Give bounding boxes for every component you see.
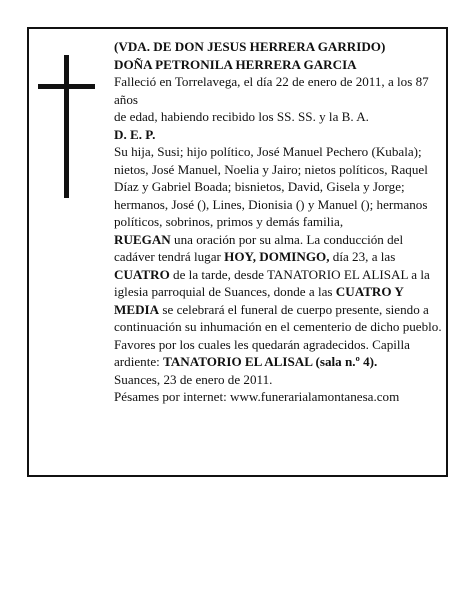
deceased-name: DOÑA PETRONILA HERRERA GARCIA xyxy=(114,56,357,72)
day-label: HOY, DOMINGO, xyxy=(224,249,330,264)
death-notice: Falleció en Torrelavega, el día 22 de enero de 2011, a los 87 años xyxy=(114,74,429,107)
ceremony-text-3: de la tarde, desde TANATORIO EL ALISAL a la iglesia parroquial de Suances, donde a las xyxy=(114,266,430,299)
ceremony-text-1: una oración por su alma. La conducción del cadáver tendrá lugar xyxy=(114,231,404,264)
sacraments-line: de edad, habiendo recibido los SS. SS. y la B. A. xyxy=(114,109,369,124)
cross-icon-arm xyxy=(38,84,95,89)
conduction-time: CUATRO xyxy=(114,266,170,282)
ceremony-paragraph xyxy=(114,231,444,371)
ceremony-text-4: se celebrará el funeral de cuerpo presente, siendo a continuación su inhumación en el cementerio de dicho pueblo. Favores por los cuales les quedarán agradecidos. Capilla ardiente: xyxy=(114,301,442,369)
obituary-text xyxy=(114,38,444,406)
ceremony-text-2: día 23, a las xyxy=(329,249,396,264)
funeral-time: CUATRO Y MEDIA xyxy=(114,284,404,317)
condolences-line: Pésames por internet: www.funerarialamontanesa.com xyxy=(114,389,400,404)
cross-icon xyxy=(64,55,69,198)
dep-line: D. E. P. xyxy=(114,126,156,142)
ruegan-label: RUEGAN xyxy=(114,231,171,247)
place-date: Suances, 23 de enero de 2011. xyxy=(114,371,273,387)
widow-line: (VDA. DE DON JESUS HERRERA GARRIDO) xyxy=(114,39,386,54)
family-list: Su hija, Susi; hijo político, José Manuel Pechero (Kubala); nietos, José Manuel, Noelia y Jairo; nietos políticos, Raquel Díaz y Gabriel Boada; bisnietos, David, Gisela y Jorge; hermanos, José (), Lines, Dionisia () y Manuel (); hermanos políticos, sobrinos, primos y demás familia, xyxy=(114,144,428,229)
chapel-location: TANATORIO EL ALISAL (sala n.º 4). xyxy=(163,354,378,369)
